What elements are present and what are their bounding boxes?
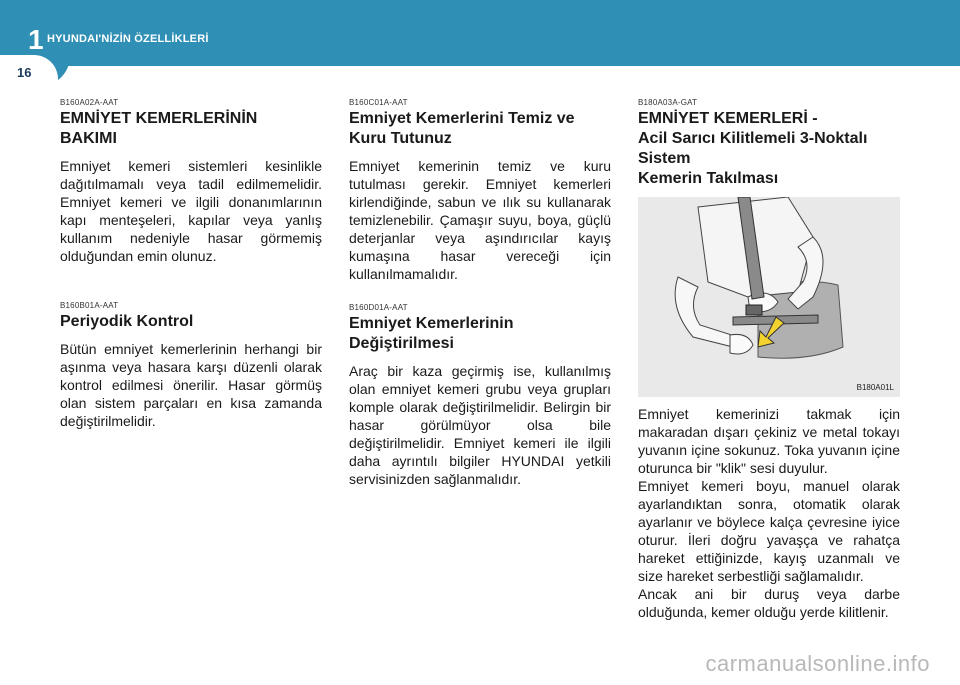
section-body: Emniyet kemerinin temiz ve kuru tutulması gerekir. Emniyet kemerleri kirlendiğinde, sabun ve ılık su kullanarak temizlenebilir. Çamaşır suyu, boya, güçlü deterjanlar veya aşındırıcılar kayış kumaşına hasar vereceği için kullanılmamalıdır. xyxy=(349,158,611,282)
section-title-line: Değiştirilmesi xyxy=(349,335,454,352)
section-seatbelt-care xyxy=(60,98,322,265)
section-title-line: Kemerin Takılması xyxy=(638,170,779,187)
section-body: Ancak ani bir duruş veya darbe olduğunda, kemer olduğu yerde kilitlenir. xyxy=(638,586,900,620)
seatbelt-drawing xyxy=(638,197,900,397)
section-title xyxy=(349,109,611,149)
section-body: Emniyet kemeri boyu, manuel olarak ayarlandıktan sonra, otomatik olarak ayarlanır ve böylece kalça çevresine iyice oturur. İleri doğru yavaşça ve rahatça hareket ettiğinizde, kayış uzanmalı ve size hareket serbestliği sağlamalıdır. xyxy=(638,478,900,584)
figure-code: B180A01L xyxy=(856,383,894,392)
column-3 xyxy=(638,98,900,621)
section-title-line: BAKIMI xyxy=(60,130,117,147)
chapter-number: 1 xyxy=(28,24,44,55)
watermark: carmanualsonline.info xyxy=(705,651,930,676)
section-periodic-check xyxy=(60,301,322,430)
column-2 xyxy=(349,98,611,512)
column-1 xyxy=(60,98,322,454)
section-body: Araç bir kaza geçirmiş ise, kullanılmış olan emniyet kemeri grubu veya grupları komple olarak değiştirilmelidir. Belirgin bir hasar görülmüyor olsa bile değiştirilmelidir. Emniyet kemeri ile ilgili daha ayrıntılı bilgiler HYUNDAI yetkili servisinizden sağlanmalıdır. xyxy=(349,363,611,487)
section-title-line: Emniyet Kemerlerini Temiz ve xyxy=(349,110,575,127)
seatbelt-illustration xyxy=(638,197,900,397)
chapter-title: HYUNDAI'NİZİN ÖZELLİKLERİ xyxy=(47,33,209,45)
section-title-line: Emniyet Kemerlerinin xyxy=(349,315,514,332)
section-title xyxy=(349,314,611,354)
section-body: Bütün emniyet kemerlerinin herhangi bir aşınma veya hasara karşı düzenli olarak kontrol edilmesi önerilir. Hasar görmüş olan sistem parçaları en kısa zamanda değiştirilmelidir. xyxy=(60,341,322,429)
section-title-line: EMNİYET KEMERLERİ - xyxy=(638,110,818,127)
section-replacement xyxy=(349,303,611,488)
section-body: Emniyet kemeri sistemleri kesinlikle dağıtılmamalı veya tadil edilmemelidir. Emniyet kemeri ve ilgili donanımlarının kapı menteşeleri, kapılar veya yanlış kullanım nedeniyle hasar görmemiş olduğundan emin olunuz. xyxy=(60,158,322,264)
section-title xyxy=(60,109,322,149)
section-code: B160C01A-AAT xyxy=(349,98,408,107)
section-code: B160A02A-AAT xyxy=(60,98,119,107)
section-title: Periyodik Kontrol xyxy=(60,313,194,330)
section-title xyxy=(638,109,900,189)
section-title-line: EMNİYET KEMERLERİNİN xyxy=(60,110,258,127)
section-title-line: Acil Sarıcı Kilitlemeli 3-Noktalı xyxy=(638,130,868,147)
section-code: B160B01A-AAT xyxy=(60,301,119,310)
section-body: Emniyet kemerinizi takmak için makaradan dışarı çekiniz ve metal tokayı yuvanın içine sokunuz. Toka yuvanın içine oturunca bir "klik" sesi duyulur. xyxy=(638,406,900,476)
section-title-line: Sistem xyxy=(638,150,691,167)
section-code: B160D01A-AAT xyxy=(349,303,408,312)
page-number: 16 xyxy=(17,65,32,80)
section-title-line: Kuru Tutunuz xyxy=(349,130,452,147)
section-code: B180A03A-GAT xyxy=(638,98,698,107)
section-keep-clean xyxy=(349,98,611,283)
